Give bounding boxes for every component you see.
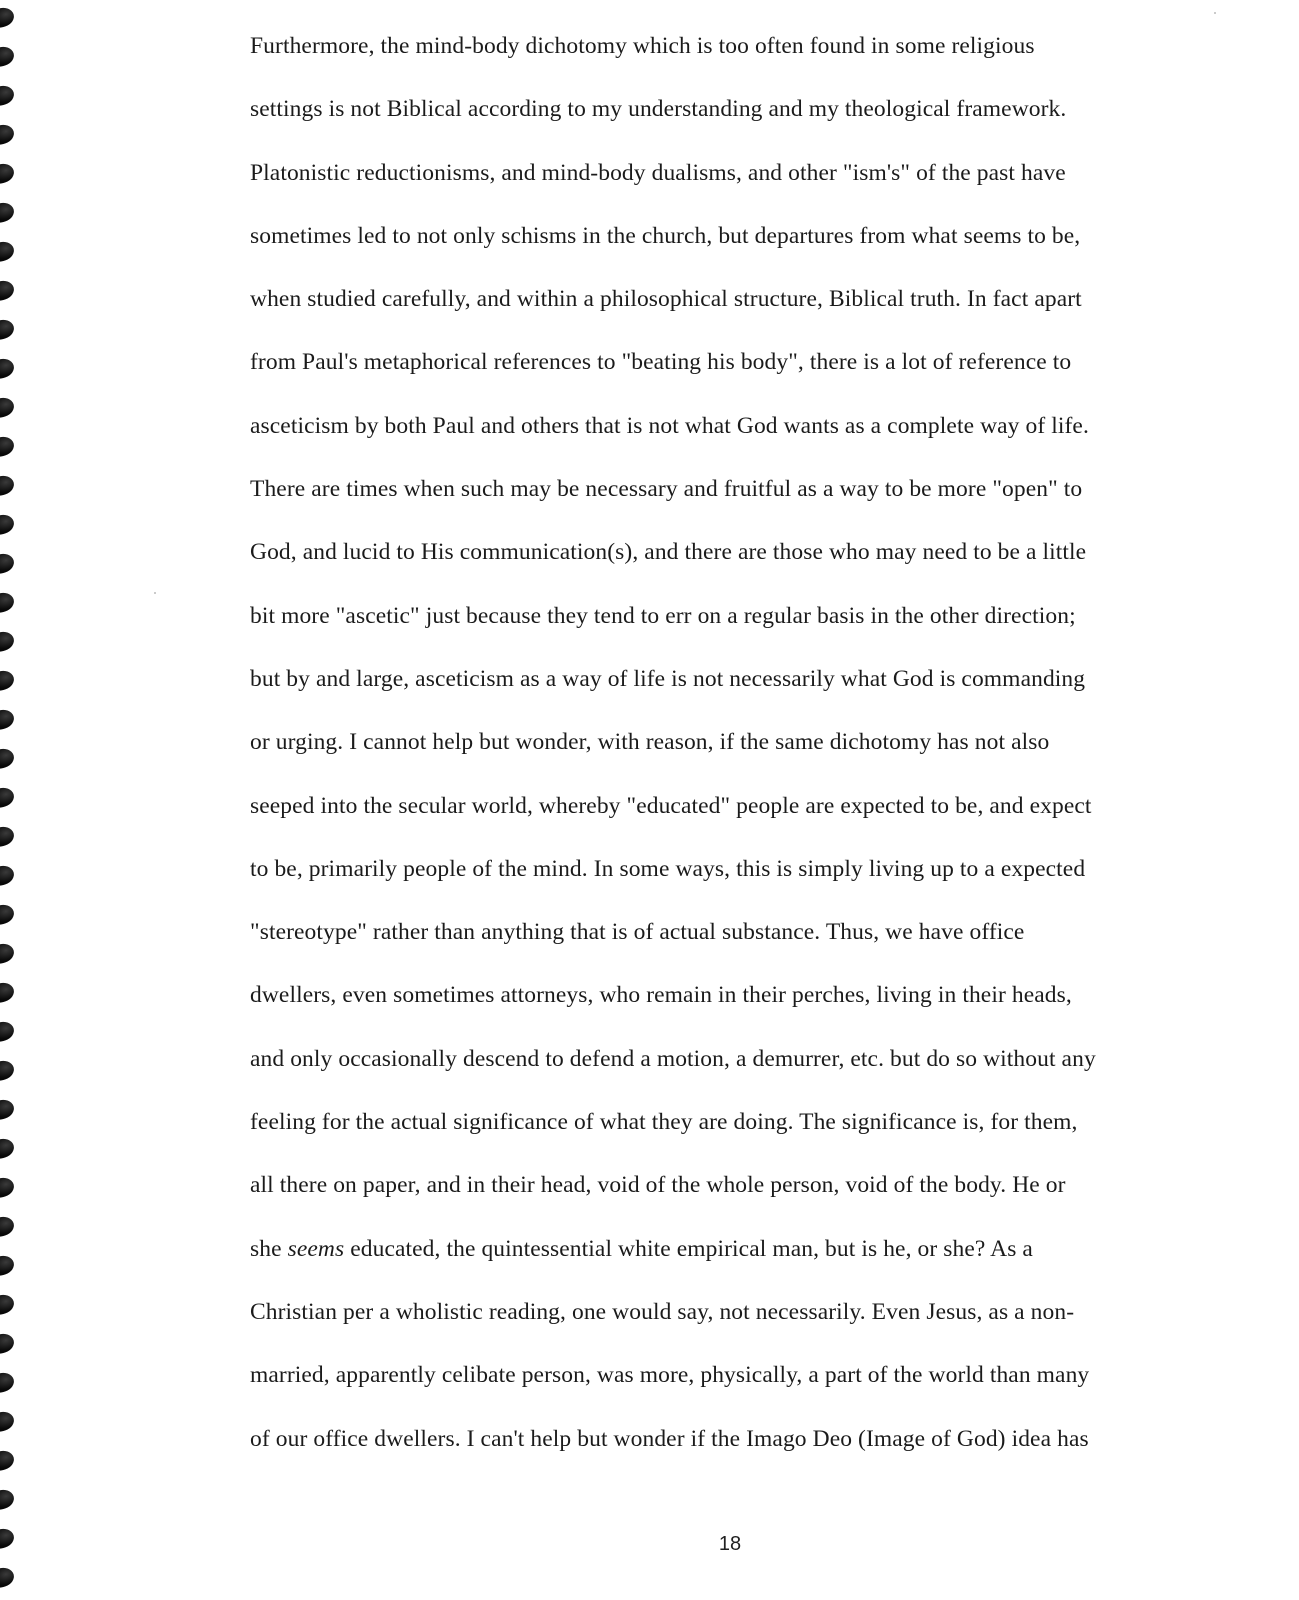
text-line: dwellers, even sometimes attorneys, who remain in their perches, living in their heads, — [250, 982, 1072, 1009]
binding-ring-icon — [0, 1214, 16, 1239]
text-line: or urging. I cannot help but wonder, with reason, if the same dichotomy has not also — [250, 729, 1050, 756]
text-segment: educated, the quintessential white empirical man, but is he, or she? As a — [344, 1235, 1033, 1262]
binding-ring-icon — [0, 395, 16, 420]
binding-ring-icon — [0, 1175, 16, 1200]
binding-ring-icon — [0, 1370, 16, 1395]
binding-ring-icon — [0, 83, 16, 108]
binding-ring-icon — [0, 473, 16, 498]
binding-ring-icon — [0, 980, 16, 1005]
binding-ring-icon — [0, 1331, 16, 1356]
text-line: settings is not Biblical according to my understanding and my theological framework. — [250, 96, 1067, 123]
emphasized-word: seems — [287, 1235, 345, 1262]
binding-ring-icon — [0, 668, 16, 693]
binding-ring-icon — [0, 239, 16, 264]
text-line: God, and lucid to His communication(s), and there are those who may need to be a little — [250, 539, 1087, 566]
binding-ring-icon — [0, 278, 16, 303]
binding-ring-icon — [0, 317, 16, 342]
binding-ring-icon — [0, 1409, 16, 1434]
binding-ring-icon — [0, 1487, 16, 1512]
binding-ring-icon — [0, 1019, 16, 1044]
binding-ring-icon — [0, 1097, 16, 1122]
text-line: Furthermore, the mind-body dichotomy which is too often found in some religious — [250, 33, 1035, 59]
binding-ring-icon — [0, 746, 16, 771]
binding-ring-icon — [0, 902, 16, 927]
binding-ring-icon — [0, 512, 16, 537]
binding-ring-icon — [0, 863, 16, 888]
text-line: Platonistic reductionisms, and mind-body dualisms, and other "ism's" of the past have — [250, 159, 1066, 186]
binding-ring-icon — [0, 1058, 16, 1083]
binding-ring-icon — [0, 1526, 16, 1551]
text-line: of our office dwellers. I can't help but wonder if the Imago Deo (Image of God) idea has — [250, 1425, 1089, 1452]
text-line: and only occasionally descend to defend a motion, a demurrer, etc. but do so without any — [250, 1045, 1096, 1072]
binding-ring-icon — [0, 941, 16, 966]
text-line: feeling for the actual significance of what they are doing. The significance is, for them, — [250, 1109, 1078, 1136]
text-line: There are times when such may be necessary and fruitful as a way to be more "open" to — [250, 476, 1083, 503]
page-number: 18 — [718, 1533, 742, 1555]
binding-ring-icon — [0, 1136, 16, 1161]
binding-ring-icon — [0, 551, 16, 576]
binding-ring-icon — [0, 200, 16, 225]
binding-ring-icon — [0, 161, 16, 186]
paper-speck — [1214, 12, 1216, 14]
text-line: bit more "ascetic" just because they tend to err on a regular basis in the other direction; — [250, 602, 1076, 629]
binding-ring-icon — [0, 590, 16, 615]
binding-ring-icon — [0, 434, 16, 459]
binding-ring-icon — [0, 824, 16, 849]
text-line: to be, primarily people of the mind. In some ways, this is simply living up to a expected — [250, 855, 1086, 882]
text-line: Christian per a wholistic reading, one would say, not necessarily. Even Jesus, as a non- — [250, 1298, 1075, 1325]
binding-ring-icon — [0, 5, 16, 30]
text-segment: she — [250, 1235, 288, 1262]
text-line-emphasis — [250, 1227, 1210, 1290]
binding-ring-icon — [0, 707, 16, 732]
binding-ring-icon — [0, 1448, 16, 1473]
binding-ring-icon — [0, 1292, 16, 1317]
binding-ring-icon — [0, 785, 16, 810]
text-line: but by and large, asceticism as a way of life is not necessarily what God is commanding — [250, 665, 1086, 692]
text-line: from Paul's metaphorical references to "beating his body", there is a lot of reference to — [250, 349, 1072, 376]
paper-speck — [154, 592, 156, 594]
text-line: all there on paper, and in their head, void of the whole person, void of the body. He or — [250, 1172, 1066, 1199]
text-line: married, apparently celibate person, was more, physically, a part of the world than many — [250, 1362, 1090, 1389]
text-line: sometimes led to not only schisms in the church, but departures from what seems to be, — [250, 222, 1081, 249]
binding-ring-icon — [0, 1565, 16, 1590]
spiral-binding — [0, 0, 36, 1600]
binding-ring-icon — [0, 1253, 16, 1278]
binding-ring-icon — [0, 356, 16, 381]
body-text — [250, 24, 1210, 1480]
binding-ring-icon — [0, 629, 16, 654]
text-line: seeped into the secular world, whereby "educated" people are expected to be, and expect — [250, 792, 1092, 819]
text-line: "stereotype" rather than anything that is of actual substance. Thus, we have office — [250, 919, 1025, 946]
binding-ring-icon — [0, 44, 16, 69]
binding-ring-icon — [0, 122, 16, 147]
text-line: when studied carefully, and within a philosophical structure, Biblical truth. In fact apart — [250, 286, 1082, 313]
text-line: asceticism by both Paul and others that is not what God wants as a complete way of life. — [250, 412, 1089, 439]
